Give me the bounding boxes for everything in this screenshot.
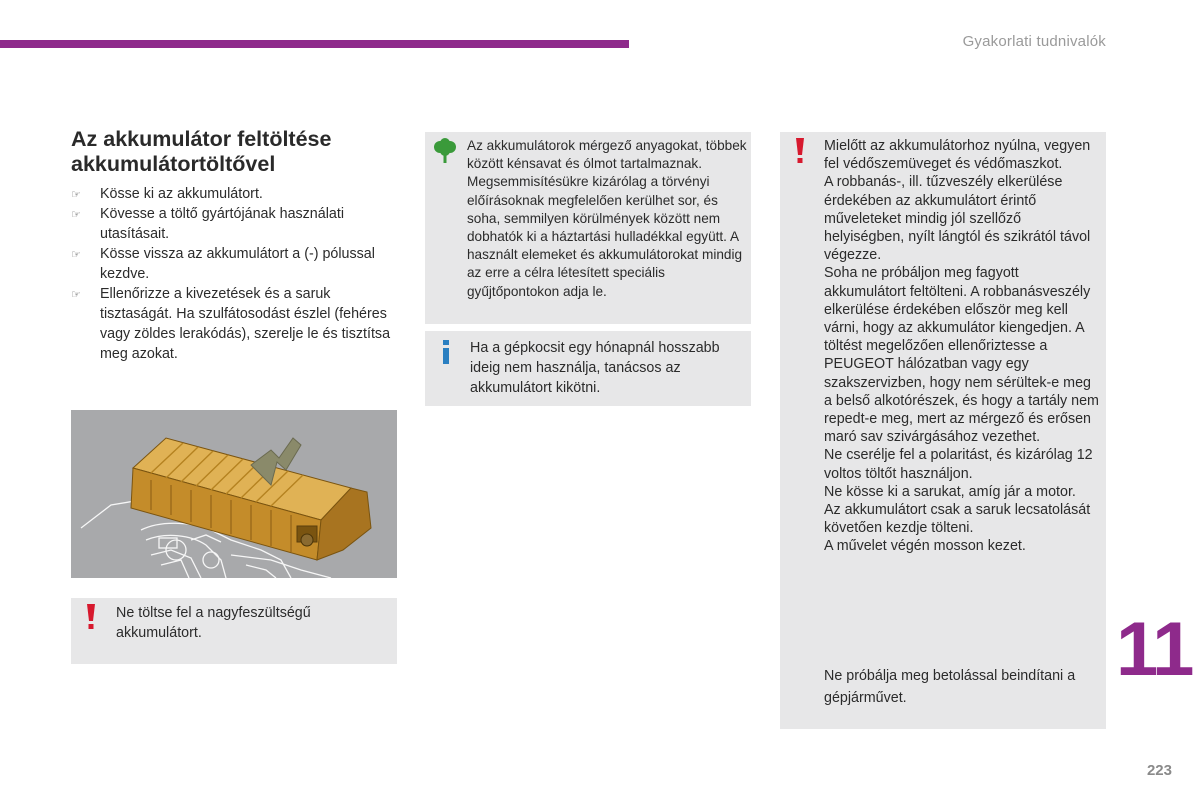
push-start-warning: Ne próbálja meg betolással beindítani a gépjárművet. xyxy=(824,668,1076,706)
high-voltage-warning xyxy=(71,598,397,664)
info-icon xyxy=(441,340,451,364)
step-text: Kövesse a töltő gyártójának használati utasításait. xyxy=(100,206,344,242)
header-accent-bar xyxy=(0,40,629,48)
battery-body xyxy=(131,438,371,560)
leaf-icon xyxy=(433,138,457,164)
warning-paragraph: Ne cserélje fel a polaritást, és kizárólag 12 voltos töltőt használjon. xyxy=(824,447,1093,482)
hand-pointer-icon: ☞ xyxy=(71,249,81,261)
battery-illustration xyxy=(71,410,397,578)
page-title: Az akkumulátor feltöltése akkumulátortöltővel xyxy=(71,127,332,176)
step-text: Ellenőrizze a kivezetések és a saruk tisztaságát. Ha szulfátosodást észlel (fehéres vagy zöldes lerakódás), szerelje le és tisztítsa meg azokat. xyxy=(100,286,391,362)
warning-text xyxy=(824,137,1102,556)
list-item xyxy=(71,284,401,364)
hand-pointer-icon: ☞ xyxy=(71,209,81,221)
warning-paragraph: Mielőtt az akkumulátorhoz nyúlna, vegyen fel védőszemüveget és védőmaszkot. xyxy=(824,138,1091,173)
hand-pointer-icon: ☞ xyxy=(71,189,81,201)
warning-paragraph: Az akkumulátort csak a saruk lecsatolását követően kezdje tölteni. xyxy=(824,502,1091,537)
page-number: 223 xyxy=(1146,762,1172,779)
warning-text: Ne töltse fel a nagyfeszültségű akkumulátort. xyxy=(116,605,311,641)
info-text: Ha a gépkocsit egy hónapnál hosszabb ideig nem használja, tanácsos az akkumulátort kikötni. xyxy=(470,340,720,396)
step-text: Kösse vissza az akkumulátort a (-) pólussal kezdve. xyxy=(100,246,375,282)
header-section-title: Gyakorlati tudnivalók xyxy=(962,33,1106,50)
list-item xyxy=(71,244,401,284)
warning-paragraph: A robbanás-, ill. tűzveszély elkerülése érdekében az akkumulátort érintő műveleteket mindig jól szellőző helyiségben, nyílt lángtól és szikrától távol végezze. xyxy=(824,174,1091,264)
steps-list xyxy=(71,184,401,364)
exclamation-icon xyxy=(794,138,806,164)
environment-note xyxy=(425,132,751,324)
battery-safety-warning xyxy=(780,132,1106,729)
step-text: Kösse ki az akkumulátort. xyxy=(100,186,263,202)
warning-paragraph: A művelet végén mosson kezet. xyxy=(824,538,1026,555)
list-item xyxy=(71,184,401,204)
chapter-number: 11 xyxy=(1116,607,1193,692)
hand-pointer-icon: ☞ xyxy=(71,289,81,301)
warning-paragraph: Ne kösse ki a sarukat, amíg jár a motor. xyxy=(824,483,1076,500)
list-item xyxy=(71,204,401,244)
exclamation-icon xyxy=(85,604,97,630)
warning-paragraph: Soha ne próbáljon meg fagyott akkumulátort feltölteni. A robbanásveszély elkerülése érdekében először meg kell várni, hogy az akkumulátor kiengedjen. A töltést megelőzően ellenőriztesse a PEUGEOT hálózatban vagy egy szakszervizben, hogy nem sérültek-e meg a belső alkotórészek, és hogy a tartály nem repedt-e meg, mert az mérgező és erősen maró sav szivárgásához vezethet. xyxy=(824,265,1099,446)
info-note xyxy=(425,331,751,406)
environment-text: Az akkumulátorok mérgező anyagokat, többek között kénsavat és ólmot tartalmaznak. Megsemmisítésükre kizárólag a törvényi előírásoknak megfelelően kerülhet sor, és soha, semmilyen körülmények között nem dobhatók ki a háztartási hulladékkal együtt. A használt elemeket és akkumulátorokat mindig az erre a célra létesített speciális gyűjtőpontokon adja le. xyxy=(467,138,747,299)
battery-figure-svg xyxy=(71,410,397,578)
